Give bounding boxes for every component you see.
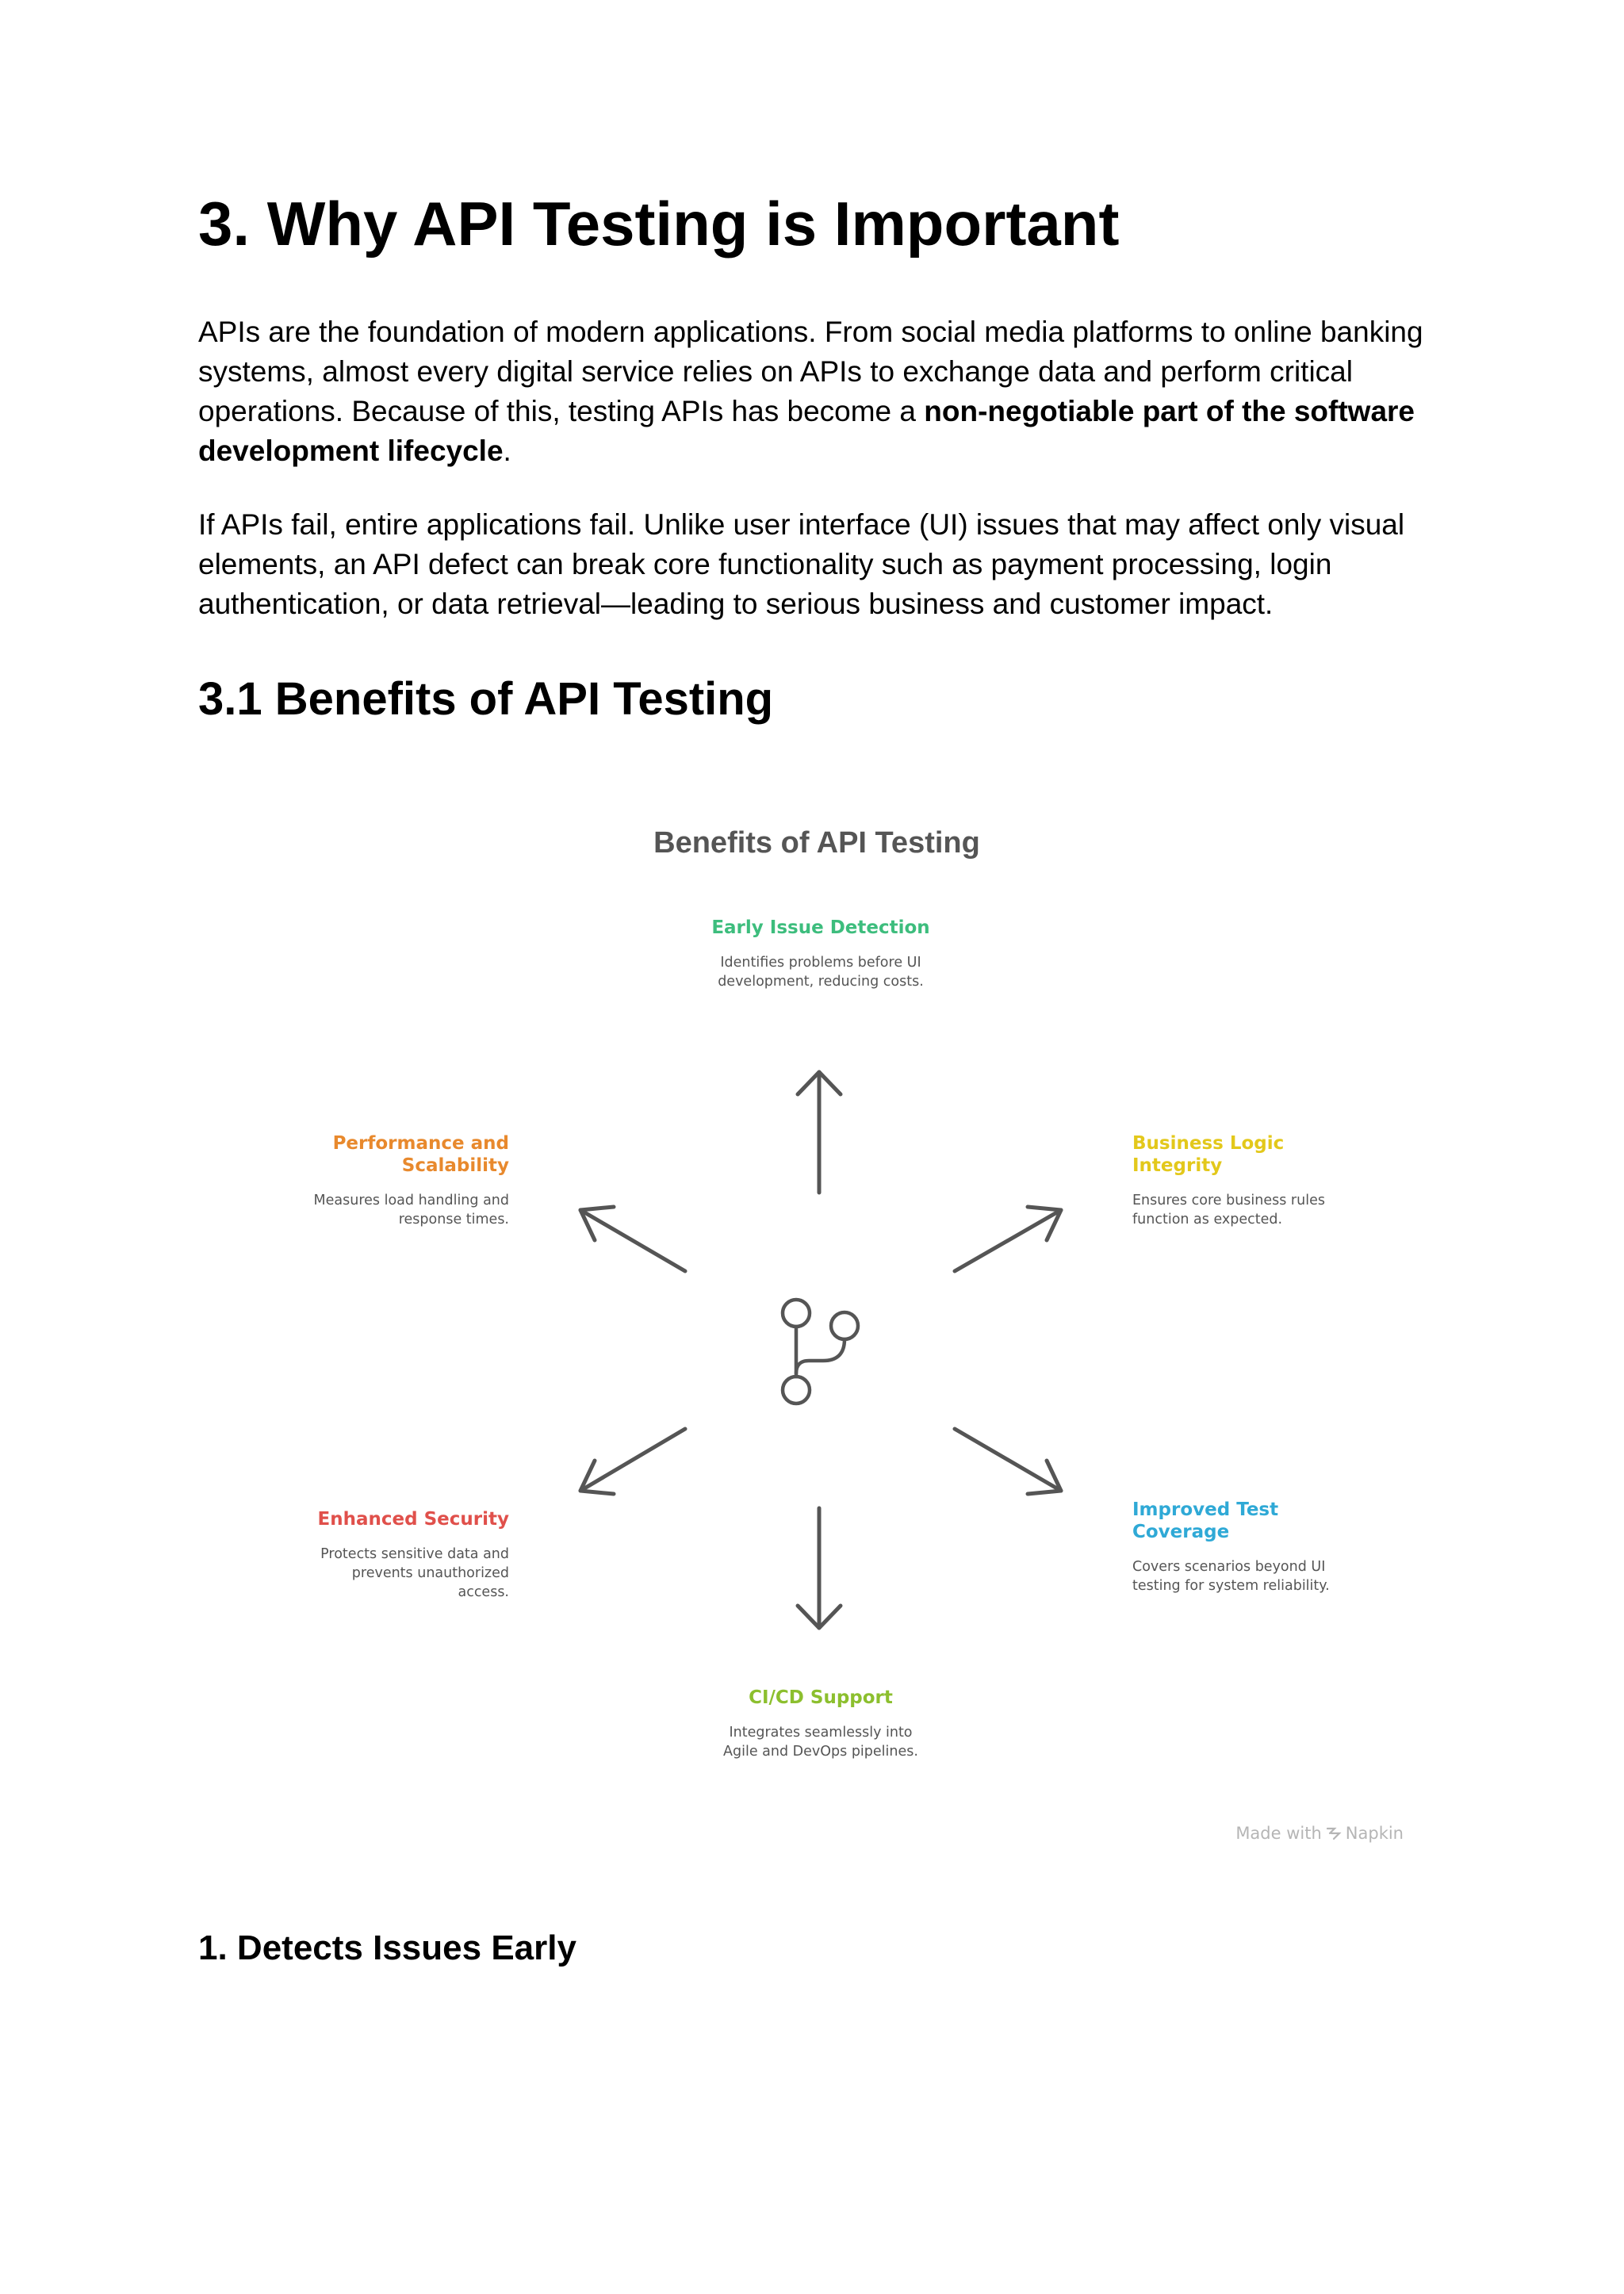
node-description: Protects sensitive data and prevents unauthorized access. — [320, 1546, 509, 1600]
intro-bold-text: non-negotiable part of the software development lifecycle — [198, 395, 1415, 467]
page-title: 3. Why API Testing is Important — [198, 189, 1120, 259]
node-title: Business Logic Integrity — [1132, 1133, 1285, 1176]
node-improved-test-coverage — [1132, 1499, 1340, 1595]
section-heading: 3.1 Benefits of API Testing — [198, 673, 774, 725]
diagram-title: Benefits of API Testing — [653, 826, 980, 860]
intro-text: APIs are the foundation of modern applications. From social media platforms to online banking systems, almost every digital service relies on APIs to exchange data and perform critical operations. Because of this, testing APIs has become a — [198, 316, 1423, 427]
node-business-logic-integrity — [1132, 1132, 1340, 1229]
arrow-up-left — [580, 1207, 685, 1271]
arrow-down — [798, 1508, 841, 1628]
node-early-issue-detection — [710, 917, 932, 991]
node-title: CI/CD Support — [749, 1687, 893, 1708]
napkin-logo-icon — [1325, 1825, 1342, 1841]
node-description: Covers scenarios beyond UI testing for system reliability. — [1132, 1559, 1330, 1594]
arrow-down-right — [955, 1429, 1061, 1494]
node-title: Improved Test Coverage — [1132, 1499, 1279, 1542]
arrow-up-right — [955, 1207, 1061, 1271]
arrow-down-left — [580, 1429, 685, 1494]
napkin-watermark — [1229, 1824, 1404, 1843]
intro-paragraph — [198, 312, 1435, 471]
arrow-up — [798, 1072, 841, 1193]
node-description: Ensures core business rules function as expected. — [1132, 1193, 1325, 1227]
node-enhanced-security — [301, 1508, 509, 1602]
node-description: Identifies problems before UI development, reducing costs. — [718, 955, 924, 990]
node-title: Enhanced Security — [317, 1509, 509, 1530]
item-heading: 1. Detects Issues Early — [198, 1928, 576, 1967]
node-title: Early Issue Detection — [711, 917, 930, 938]
node-description: Integrates seamlessly into Agile and DevOps pipelines. — [723, 1725, 918, 1760]
node-title: Performance and Scalability — [332, 1133, 509, 1176]
failure-paragraph: If APIs fail, entire applications fail. Unlike user interface (UI) issues that may affect only visual elements, an API defect can break core functionality such as payment processing, login authentication, or data retrieval—leading to serious business and customer impact. — [198, 508, 1405, 620]
node-description: Measures load handling and response times. — [313, 1193, 509, 1227]
git-branch-icon — [783, 1300, 858, 1404]
node-cicd-support — [710, 1687, 932, 1761]
watermark-prefix: Made with — [1235, 1824, 1322, 1843]
node-performance-scalability — [301, 1132, 509, 1229]
intro-text-end: . — [503, 435, 511, 467]
watermark-brand: Napkin — [1345, 1824, 1404, 1843]
